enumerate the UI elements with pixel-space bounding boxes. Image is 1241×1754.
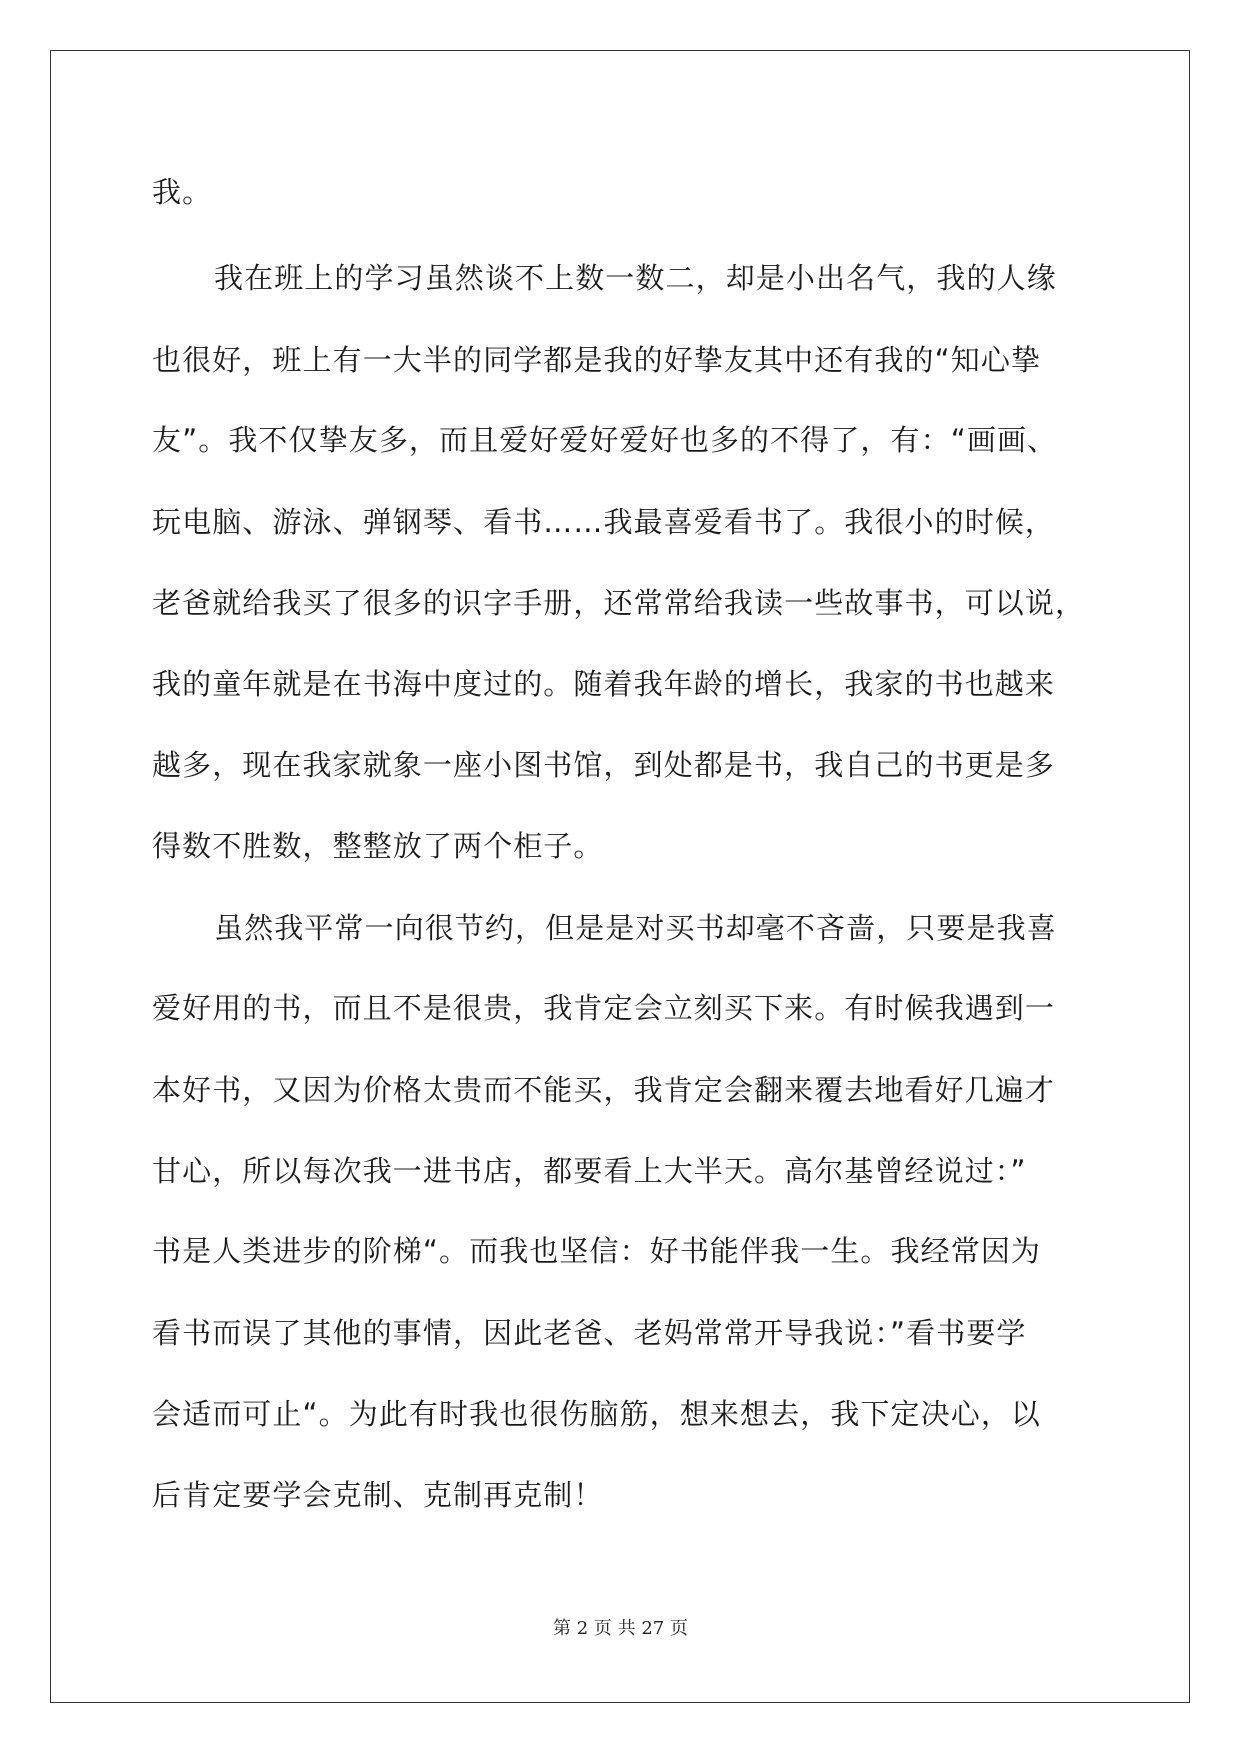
text-line: 也很好，班上有一大半的同学都是我的好挚友其中还有我的“知心挚 xyxy=(152,343,1042,377)
text-line: 后肯定要学会克制、克制再克制！ xyxy=(152,1478,604,1512)
text-line: 我在班上的学习虽然谈不上数一数二，却是小出名气，我的人缘 xyxy=(214,261,1057,295)
text-line: 我。 xyxy=(152,175,213,209)
text-line: 看书而误了其他的事情，因此老爸、老妈常常开导我说：”看书要学 xyxy=(152,1316,1027,1350)
text-line: 书是人类进步的阶梯“。而我也坚信：好书能伴我一生。我经常因为 xyxy=(152,1234,1042,1268)
text-line: 玩电脑、游泳、弹钢琴、看书……我最喜爱看书了。我很小的时候， xyxy=(152,505,1056,539)
text-line: 爱好用的书，而且不是很贵，我肯定会立刻买下来。有时候我遇到一 xyxy=(152,991,1056,1025)
text-line: 越多，现在我家就象一座小图书馆，到处都是书，我自己的书更是多 xyxy=(152,748,1056,782)
text-line: 本好书，又因为价格太贵而不能买，我肯定会翻来覆去地看好几遍才 xyxy=(152,1073,1056,1107)
text-line: 老爸就给我买了很多的识字手册，还常常给我读一些故事书，可以说， xyxy=(152,586,1086,620)
text-line: 虽然我平常一向很节约，但是是对买书却毫不吝啬，只要是我喜 xyxy=(214,911,1057,945)
text-line: 得数不胜数，整整放了两个柜子。 xyxy=(152,829,604,863)
text-line: 会适而可止“。为此有时我也很伤脑筋，想来想去，我下定决心，以 xyxy=(152,1397,1042,1431)
page-number-footer: 第 2 页 共 27 页 xyxy=(553,1618,688,1639)
text-line: 甘心，所以每次我一进书店，都要看上大半天。高尔基曾经说过：” xyxy=(152,1154,1027,1188)
text-line: 我的童年就是在书海中度过的。随着我年龄的增长，我家的书也越来 xyxy=(152,667,1056,701)
text-line: 友”。我不仅挚友多，而且爱好爱好爱好也多的不得了，有：“画画、 xyxy=(152,423,1058,457)
